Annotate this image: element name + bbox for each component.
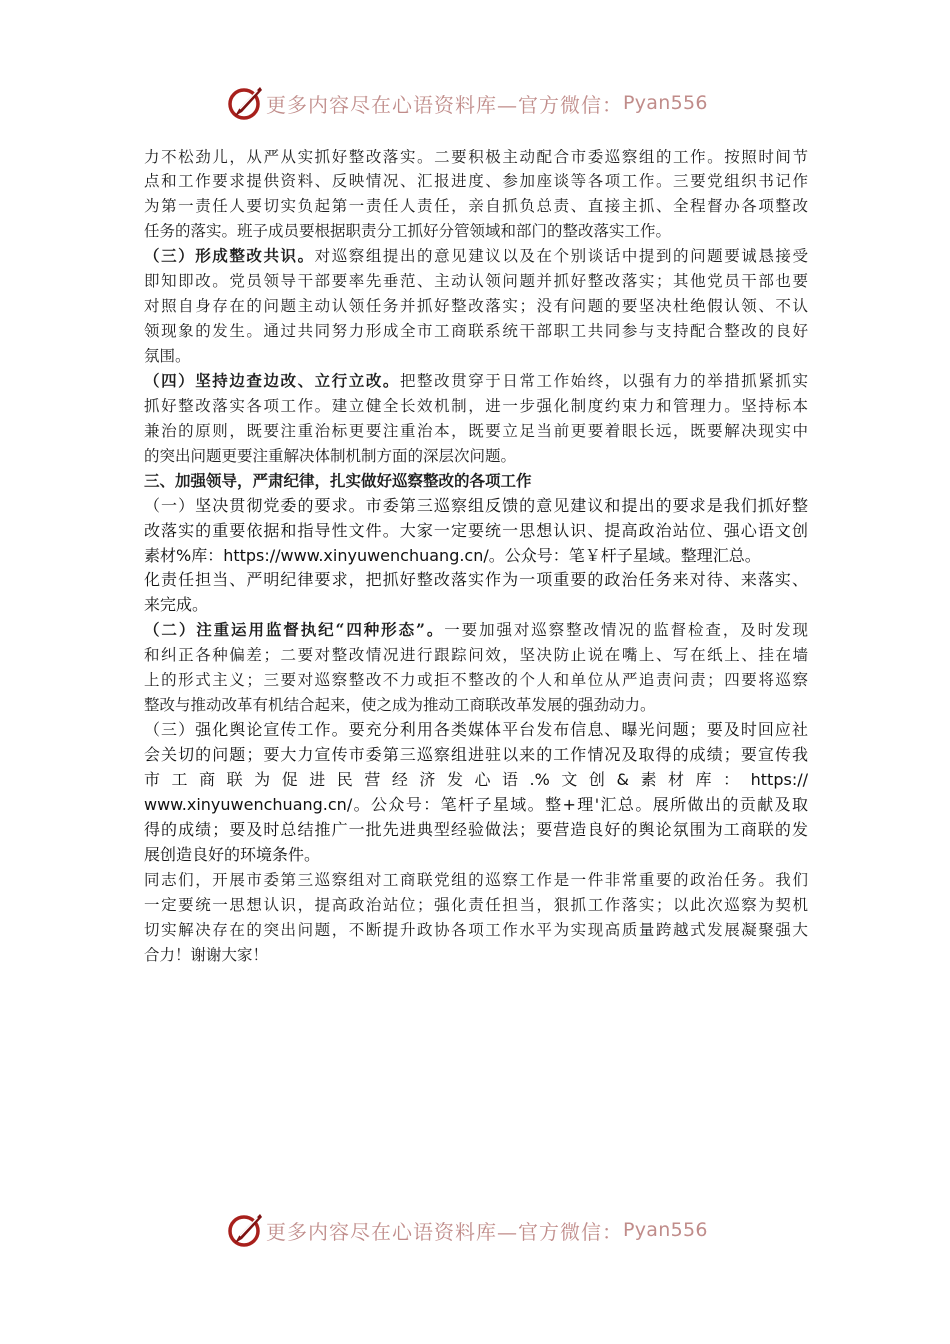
paragraph-line: 点和工作要求提供资料、反映情况、汇报进度、参加座谈等各项工作。三要党组织书记作 [144,172,808,191]
paragraph-line: 抓好整改落实各项工作。建立健全长效机制，进一步强化制度约束力和管理力。坚持标本 [144,396,808,415]
brand-text: 更多内容尽在心语资料库—官方微信： [266,92,623,117]
paragraph-line: 得的成绩；要及时总结推广一批先进典型经验做法；要营造良好的舆论氛围为工商联的发 [144,819,808,839]
paragraph-line: （三）强化舆论宣传工作。要充分利用各类媒体平台发布信息、曝光问题；要及时回应社 [144,720,808,740]
wechat-id: Pyan556 [623,1219,708,1241]
paragraph-text: 一要加强对巡察整改情况的监督检查，及时发现 [444,621,808,640]
paragraph-line: 整改与推动改革有机结合起来，使之成为推动工商联改革发展的强劲动力。 [144,696,656,715]
paragraph-text: 把整改贯穿于日常工作始终，以强有力的举措抓紧抓实 [399,371,808,390]
paragraph-line: 改落实的重要依据和指导性文件。大家一定要统一思想认识、提高政治站位、强心语文创 [144,520,808,540]
paragraph-line [144,244,808,269]
paragraph-line: 兼治的原则，既要注重治标更要注重治本，既要立足当前更要着眼长远，既要解决现实中 [144,421,808,440]
paragraph-line: （一）坚决贯彻党委的要求。市委第三巡察组反馈的意见建议和提出的要求是我们抓好整 [144,495,808,515]
paragraph-line [144,618,808,643]
paragraph-line: 市工商联为促进民营经济发心语.%文创&素材库：https:// [144,769,808,789]
pen-seal-icon [226,84,264,122]
paragraph-line: 上的形式主义；三要对巡察整改不力或拒不整改的个人和单位从严追责问责；四要将巡察 [144,671,808,690]
paragraph [144,145,808,245]
paragraph-supervision [144,618,808,718]
paragraph-line: www.xinyuwenchuang.cn/。公众号：笔杆子星域。整+理'汇总。展所做出的贡献及取 [144,794,808,814]
paragraph-closing [144,868,808,968]
wechat-id: Pyan556 [623,92,708,114]
paragraph-line: 一定要统一思想认识，提高政治站位；强化责任担当，狠抓工作落实；以此次巡察为契机 [144,895,808,914]
paragraph-implement [144,494,808,619]
paragraph-line: 的突出问题更要注重解决体制机制方面的深层次问题。 [144,446,517,465]
brand-text: 更多内容尽在心语资料库—官方微信： [266,1219,623,1244]
paragraph-lead: （二）注重运用监督执纪“四种形态”。 [144,620,445,640]
paragraph-line: 来完成。 [144,595,209,615]
paragraph-line: 切实解决存在的突出问题，不断提升政协各项工作水平为实现高质量跨越式发展凝聚强大 [144,920,808,939]
paragraph-line: 会关切的问题；要大力宣传市委第三巡察组进驻以来的工作情况及取得的成绩；要宣传我 [144,745,808,764]
paragraph-line: 合力！谢谢大家！ [144,945,269,964]
footer-brand [226,1211,708,1249]
paragraph-line: 氛围。 [144,347,191,365]
paragraph-line: 素材%库：https://www.xinyuwenchuang.cn/。公众号：笔￥杆子星域。整理汇总。 [144,545,761,565]
paragraph-consensus [144,244,808,369]
paragraph-line: 展创造良好的环境条件。 [144,844,321,864]
document-body [144,145,808,968]
paragraph-publicity [144,718,808,868]
paragraph-lead: （三）形成整改共识。 [144,246,315,266]
paragraph-lead: （四）坚持边查边改、立行立改。 [144,370,400,390]
paragraph-line: 领现象的发生。通过共同努力形成全市工商联系统干部职工共同参与支持配合整改的良好 [144,322,808,341]
paragraph-line: 任务的落实。班子成员要根据职责分工抓好分管领域和部门的整改落实工作。 [144,222,672,241]
paragraph-line: 化责任担当、严明纪律要求，把抓好整改落实作为一项重要的政治任务来对待、来落实、 [144,570,808,590]
paragraph-line: 即知即改。党员领导干部要率先垂范、主动认领问题并抓好整改落实；其他党员干部也要 [144,272,808,291]
paragraph-text: 对巡察组提出的意见建议以及在个别谈话中提到的问题要诚恳接受 [314,247,808,266]
header-brand [226,84,708,122]
pen-seal-icon [226,1211,264,1249]
section-heading: 三、加强领导，严肃纪律，扎实做好巡察整改的各项工作 [144,470,532,490]
paragraph-line: 为第一责任人要切实负起第一责任人责任，亲自抓负总责、直接主抓、全程督办各项整改 [144,197,808,216]
paragraph-line: 同志们，开展市委第三巡察组对工商联党组的巡察工作是一件非常重要的政治任务。我们 [144,870,808,889]
paragraph-line: 对照自身存在的问题主动认领任务并抓好整改落实；没有问题的要坚决杜绝假认领、不认 [144,297,808,316]
paragraph-line [144,369,808,394]
paragraph-line: 和纠正各种偏差；二要对整改情况进行跟踪问效，坚决防止说在嘴上、写在纸上、挂在墙 [144,646,808,665]
paragraph-line: 力不松劲儿，从严从实抓好整改落实。二要积极主动配合市委巡察组的工作。按照时间节 [144,147,808,166]
paragraph-rectify [144,369,808,469]
